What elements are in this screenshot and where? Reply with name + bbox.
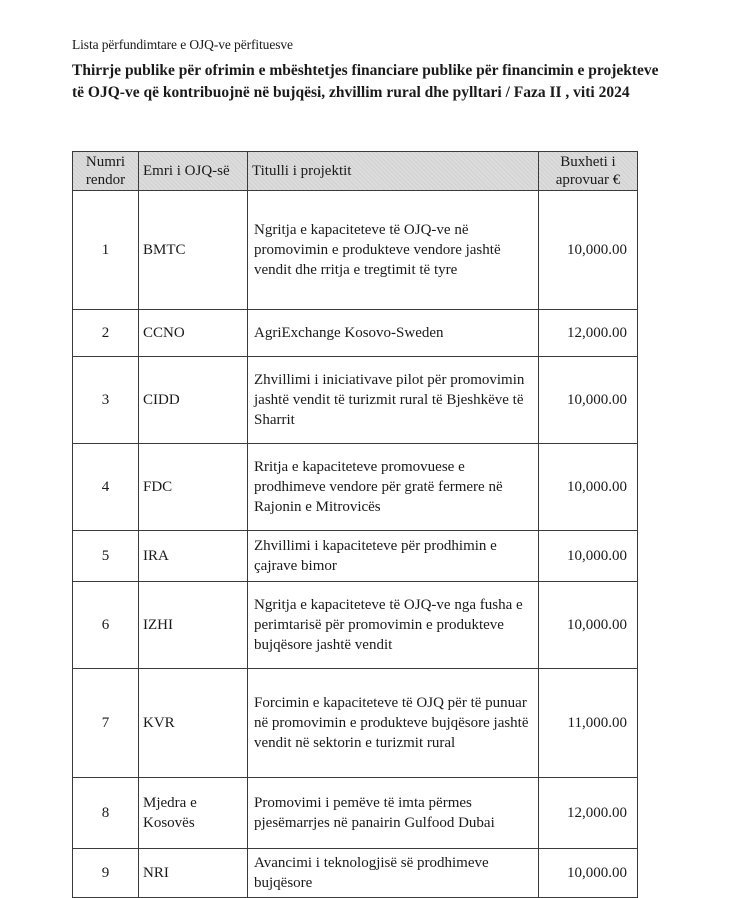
row-project: Zhvillimi i iniciativave pilot për promovimin jashtë vendit të turizmit rural të Bjeshkëve të Sharrit <box>248 357 539 444</box>
row-number: 7 <box>73 669 139 778</box>
document-title: Thirrje publike për ofrimin e mbështetjes financiare publike për financimin e projekteve të OJQ-ve që kontribuojnë në bujqësi, zhvillim rural dhe pylltari / Faza II , viti 2024 <box>72 62 659 101</box>
header-project: Titulli i projektit <box>248 152 539 191</box>
row-number: 8 <box>73 778 139 849</box>
row-budget: 10,000.00 <box>539 582 638 669</box>
row-project: Ngritja e kapaciteteve të OJQ-ve në promovimin e produkteve vendore jashtë vendit dhe rritja e tregtimit të tyre <box>248 191 539 310</box>
table-row <box>73 531 638 582</box>
header-budget: Buxheti i aprovuar € <box>539 152 638 191</box>
row-org: NRI <box>139 849 248 898</box>
row-budget: 10,000.00 <box>539 444 638 531</box>
row-number: 4 <box>73 444 139 531</box>
row-budget: 10,000.00 <box>539 849 638 898</box>
row-org: IZHI <box>139 582 248 669</box>
row-project: Forcimin e kapaciteteve të OJQ për të punuar në promovimin e produkteve bujqësore jashtë vendit në sektorin e turizmit rural <box>248 669 539 778</box>
header-org: Emri i OJQ-së <box>139 152 248 191</box>
table-row <box>73 444 638 531</box>
row-number: 5 <box>73 531 139 582</box>
table-row <box>73 669 638 778</box>
row-budget: 10,000.00 <box>539 191 638 310</box>
row-budget: 12,000.00 <box>539 778 638 849</box>
row-project: AgriExchange Kosovo-Sweden <box>248 310 539 357</box>
row-budget: 12,000.00 <box>539 310 638 357</box>
row-budget: 11,000.00 <box>539 669 638 778</box>
row-project: Avancimi i teknologjisë së prodhimeve bujqësore <box>248 849 539 898</box>
row-project: Promovimi i pemëve të imta përmes pjesëmarrjes në panairin Gulfood Dubai <box>248 778 539 849</box>
table-row <box>73 191 638 310</box>
row-org: Mjedra e Kosovës <box>139 778 248 849</box>
row-budget: 10,000.00 <box>539 531 638 582</box>
table-row <box>73 357 638 444</box>
row-org: CCNO <box>139 310 248 357</box>
row-org: CIDD <box>139 357 248 444</box>
row-project: Rritja e kapaciteteve promovuese e prodhimeve vendore për gratë fermere në Rajonin e Mitrovicës <box>248 444 539 531</box>
row-org: BMTC <box>139 191 248 310</box>
row-org: KVR <box>139 669 248 778</box>
row-number: 6 <box>73 582 139 669</box>
header-number: Numri rendor <box>73 152 139 191</box>
document-subtitle: Lista përfundimtare e OJQ-ve përfituesve <box>72 37 293 52</box>
row-number: 9 <box>73 849 139 898</box>
row-org: IRA <box>139 531 248 582</box>
table-header-row <box>73 152 638 191</box>
row-project: Ngritja e kapaciteteve të OJQ-ve nga fusha e perimtarisë për promovimin e produkteve bujqësore jashtë vendit <box>248 582 539 669</box>
row-project: Zhvillimi i kapaciteteve për prodhimin e çajrave bimor <box>248 531 539 582</box>
row-budget: 10,000.00 <box>539 357 638 444</box>
row-number: 2 <box>73 310 139 357</box>
row-number: 1 <box>73 191 139 310</box>
table-row <box>73 778 638 849</box>
table-row <box>73 310 638 357</box>
row-org: FDC <box>139 444 248 531</box>
table-row <box>73 582 638 669</box>
beneficiaries-table <box>72 151 638 898</box>
table-row <box>73 849 638 898</box>
row-number: 3 <box>73 357 139 444</box>
